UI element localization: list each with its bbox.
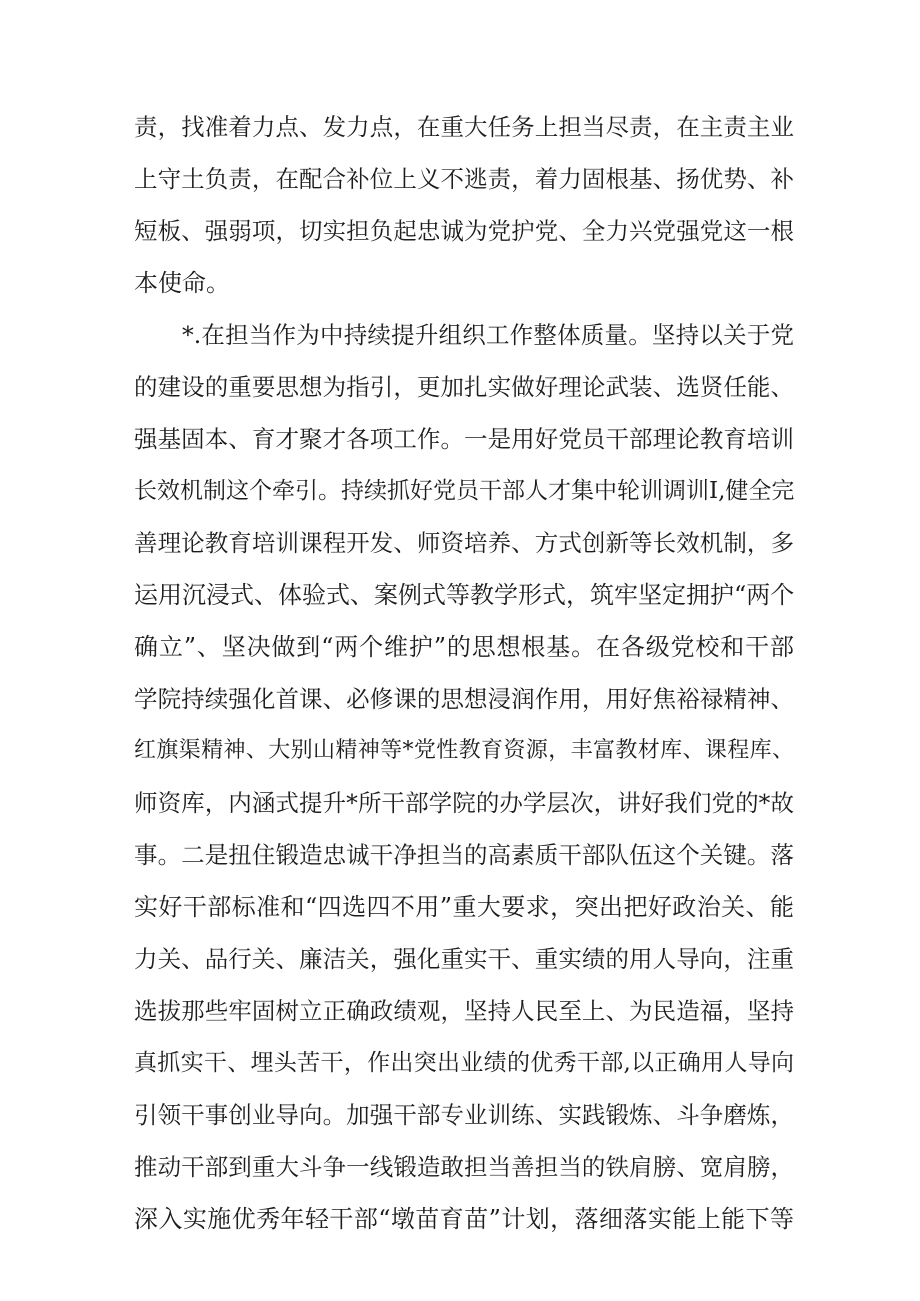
text-line: 上守土负责，在配合补位上义不逃责，着力固根基、扬优势、补	[134, 165, 794, 193]
text-line: 责，找准着力点、发力点，在重大任务上担当尽责，在主责主业	[134, 113, 794, 141]
text-line: 学院持续强化首课、必修课的思想浸润作用，用好焦裕禄精神、	[134, 685, 794, 713]
text-line: 强基固本、育才聚才各项工作。一是用好党员干部理论教育培训	[134, 425, 794, 453]
text-line: 事。二是扭住锻造忠诚干净担当的高素质干部队伍这个关键。落	[134, 841, 794, 869]
text-line: 善理论教育培训课程开发、师资培养、方式创新等长效机制，多	[134, 529, 794, 557]
text-line: 运用沉浸式、体验式、案例式等教学形式，筑牢坚定拥护“两个	[134, 581, 795, 609]
text-line: 长效机制这个牵引。持续抓好党员干部人才集中轮训调训I,健全完	[134, 478, 795, 504]
text-line: 短板、强弱项，切实担负起忠诚为党护党、全力兴党强党这一根	[134, 217, 794, 245]
text-line: 确立”、坚决做到“两个维护”的思想根基。在各级党校和干部	[134, 633, 794, 661]
text-line: 的建设的重要思想为指引，更加扎实做好理论武装、选贤任能、	[134, 373, 794, 401]
text-line: 实好干部标准和“四选四不用”重大要求，突出把好政治关、能	[134, 893, 794, 921]
text-line: 推动干部到重大斗争一线锻造敢担当善担当的铁肩膀、宽肩膀，	[134, 1153, 794, 1181]
text-line: 真抓实干、埋头苦干，作出突出业绩的优秀干部,以正确用人导向	[134, 1050, 794, 1076]
text-line: 深入实施优秀年轻干部“墩苗育苗”计划，落细落实能上能下等	[134, 1205, 794, 1233]
text-line: 红旗渠精神、大别山精神等*党性教育资源，丰富教材库、课程库、	[134, 738, 794, 763]
text-line: 本使命。	[134, 269, 230, 297]
text-line: 引领干事创业导向。加强干部专业训练、实践锻炼、斗争磨炼，	[134, 1101, 794, 1129]
text-line: 力关、品行关、廉洁关，强化重实干、重实绩的用人导向，注重	[134, 945, 794, 973]
text-line: 师资库，内涵式提升*所干部学院的办学层次，讲好我们党的*故	[134, 789, 794, 817]
text-line: 选拔那些牢固树立正确政绩观，坚持人民至上、为民造福，坚持	[134, 997, 794, 1025]
text-line: *.在担当作为中持续提升组织工作整体质量。坚持以关于党	[182, 321, 794, 349]
